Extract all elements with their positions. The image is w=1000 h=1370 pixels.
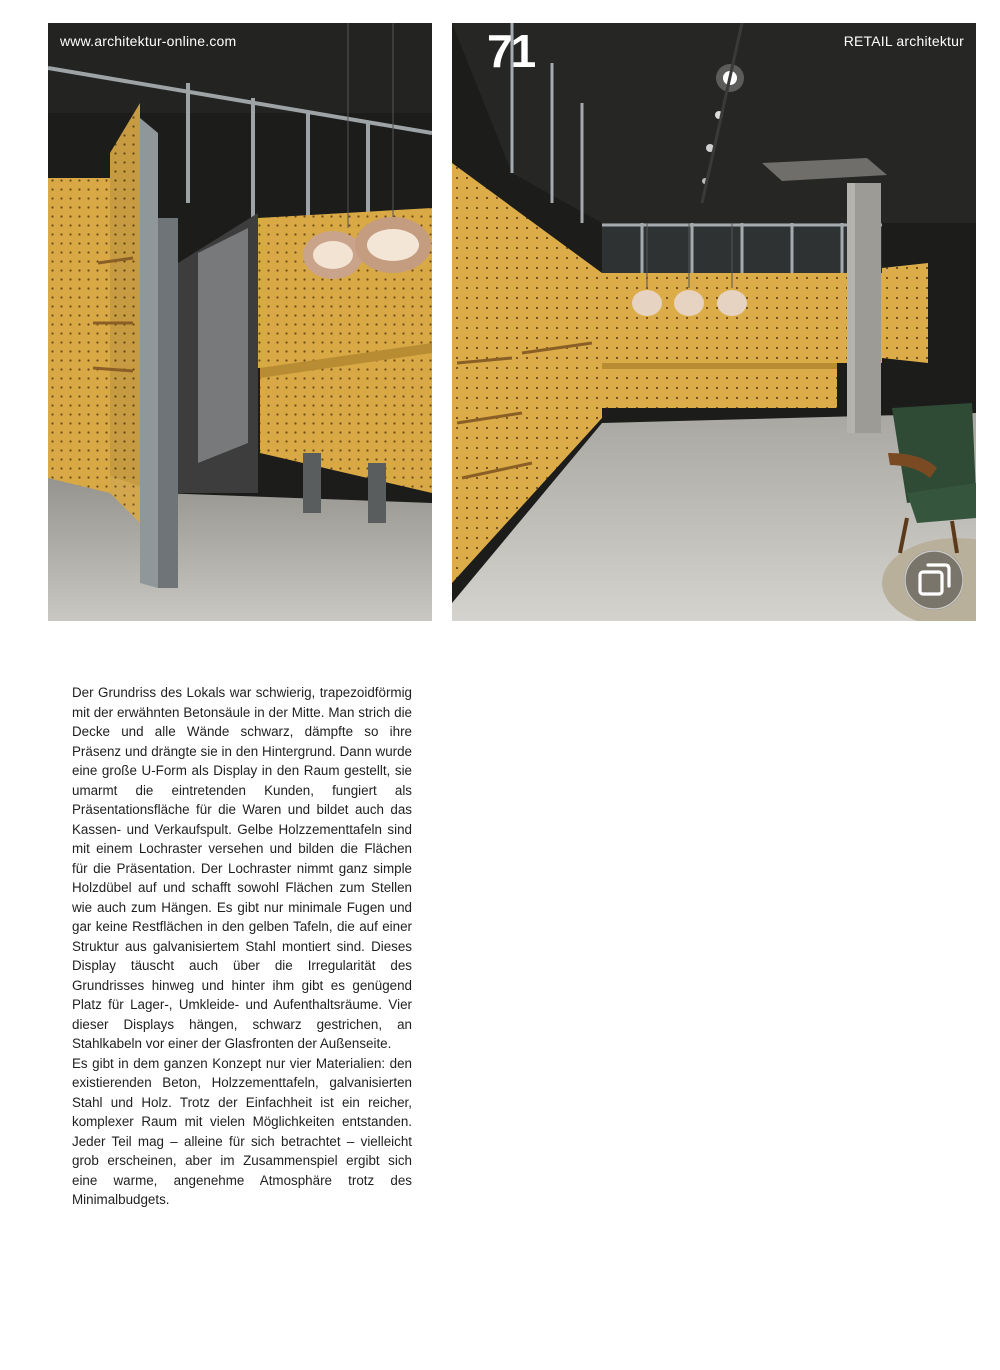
section-title: RETAIL architektur — [843, 33, 964, 49]
site-url[interactable]: www.architektur-online.com — [60, 33, 237, 49]
photo-right — [452, 23, 976, 621]
article-paragraph: Der Grundriss des Lokals war schwierig, trapezoidförmig mit der erwähnten Betonsäule in der Mitte. Man strich die Decke und alle Wände schwarz, dämpfte so ihre Präsenz und drängte sie in den Hintergrund. Dann wurde eine große U-Form als Display in den Raum gestellt, sie umarmt die eintretenden Kunden, fungiert als Präsentationsfläche für die Waren und bildet auch das Kassen- und Verkaufspult. Gelbe Holzzementtafeln sind mit einem Lochraster versehen und bilden die Flächen für die Präsentation. Der Lochraster nimmt ganz simple Holzdübel auf und schafft sowohl Flächen zum Stellen wie auch zum Hängen. Es gibt nur minimale Fugen und gar keine Restflächen in den gelben Tafeln, die auf einer Struktur aus galvanisiertem Stahl montiert sind. Dieses Display täuscht auch über die Irregularität des Grundrisses hinweg und hinter ihm gibt es genügend Platz für Lager-, Umkleide- und Aufenthaltsräume. Vier dieser Displays hängen, schwarz gestrichen, an Stahlkabeln vor einer der Glasfronten der Außenseite. — [72, 685, 412, 1051]
photo-left-illustration — [48, 23, 432, 621]
photo-left — [48, 23, 432, 621]
article-body — [72, 683, 412, 1210]
gallery-icon — [904, 550, 964, 610]
article-paragraph: Es gibt in dem ganzen Konzept nur vier Materialien: den existierenden Beton, Holzzementtafeln, galvanisierten Stahl und Holz. Trotz der Einfachheit ist ein reicher, komplexer Raum mit vielen Möglichkeiten entstanden. Jeder Teil mag – alleine für sich betrachtet – vielleicht grob erscheinen, aber im Zusammenspiel ergibt sich eine warme, angenehme Atmosphäre trotz des Minimalbudgets. — [72, 1055, 412, 1207]
photo-right-illustration — [452, 23, 976, 621]
page-number: 71 — [487, 25, 535, 77]
gallery-button[interactable] — [904, 550, 964, 610]
